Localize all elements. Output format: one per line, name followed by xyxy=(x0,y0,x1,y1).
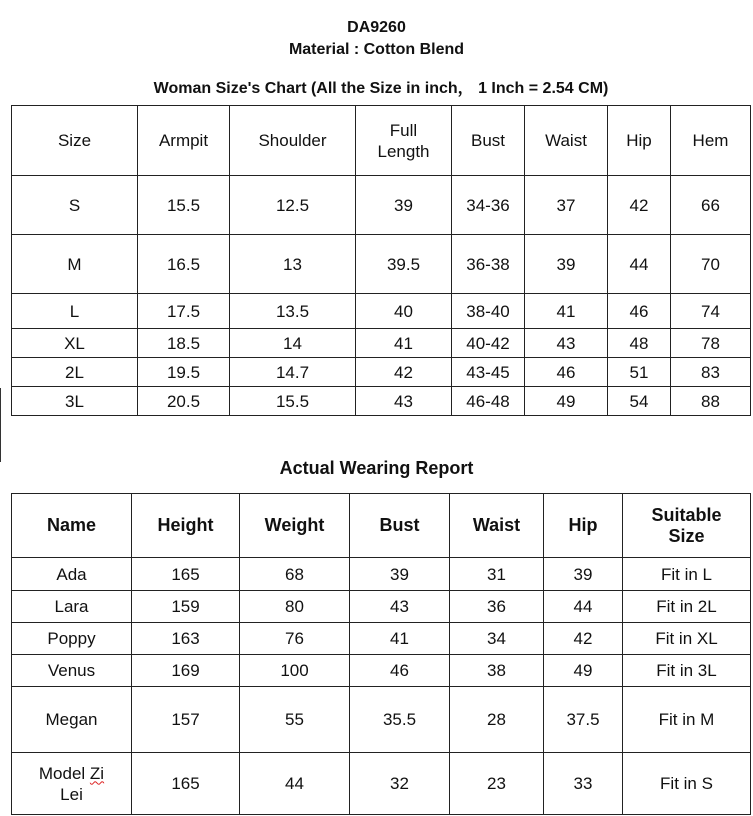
report-value-cell: 34 xyxy=(450,623,544,655)
report-value-cell: 169 xyxy=(132,655,240,687)
report-value-cell: 44 xyxy=(544,591,623,623)
size-value-cell: 88 xyxy=(671,387,751,416)
size-label-cell: S xyxy=(12,176,138,235)
size-value-cell: 13.5 xyxy=(230,294,356,329)
report-name-cell: Lara xyxy=(12,591,132,623)
size-value-cell: 40-42 xyxy=(452,329,525,358)
report-header-row xyxy=(12,494,751,558)
report-name-cell: Poppy xyxy=(12,623,132,655)
report-value-cell: Fit in S xyxy=(623,753,751,815)
size-col-header: Waist xyxy=(525,106,608,176)
report-value-cell: 38 xyxy=(450,655,544,687)
report-value-cell: 157 xyxy=(132,687,240,753)
report-value-cell: 55 xyxy=(240,687,350,753)
report-value-cell: 46 xyxy=(350,655,450,687)
size-row xyxy=(12,387,751,416)
size-value-cell: 83 xyxy=(671,358,751,387)
report-row xyxy=(12,753,751,815)
report-value-cell: 39 xyxy=(350,558,450,591)
size-value-cell: 36-38 xyxy=(452,235,525,294)
report-value-cell: 165 xyxy=(132,558,240,591)
report-row xyxy=(12,591,751,623)
size-value-cell: 54 xyxy=(608,387,671,416)
size-col-header: Size xyxy=(12,106,138,176)
report-row xyxy=(12,623,751,655)
size-value-cell: 12.5 xyxy=(230,176,356,235)
size-label-cell: M xyxy=(12,235,138,294)
size-value-cell: 39 xyxy=(356,176,452,235)
size-chart-table xyxy=(11,105,751,416)
report-value-cell: 28 xyxy=(450,687,544,753)
size-value-cell: 41 xyxy=(356,329,452,358)
report-value-cell: 100 xyxy=(240,655,350,687)
size-value-cell: 19.5 xyxy=(138,358,230,387)
size-value-cell: 46-48 xyxy=(452,387,525,416)
size-chart-title: Woman Size's Chart (All the Size in inch， 1 Inch = 2.54 CM) xyxy=(153,80,609,97)
size-label-cell: 2L xyxy=(12,358,138,387)
product-code: DA9260 xyxy=(347,19,406,36)
report-value-cell: 32 xyxy=(350,753,450,815)
report-row xyxy=(12,558,751,591)
report-value-cell: 43 xyxy=(350,591,450,623)
size-value-cell: 14 xyxy=(230,329,356,358)
report-value-cell: Fit in L xyxy=(623,558,751,591)
report-value-cell: Fit in 2L xyxy=(623,591,751,623)
report-col-header: Name xyxy=(12,494,132,558)
size-col-header: Hip xyxy=(608,106,671,176)
size-value-cell: 74 xyxy=(671,294,751,329)
report-name-cell: Model Zi Lei xyxy=(12,753,132,815)
size-value-cell: 18.5 xyxy=(138,329,230,358)
report-value-cell: 76 xyxy=(240,623,350,655)
size-value-cell: 42 xyxy=(356,358,452,387)
size-value-cell: 46 xyxy=(608,294,671,329)
size-value-cell: 42 xyxy=(608,176,671,235)
size-value-cell: 34-36 xyxy=(452,176,525,235)
report-value-cell: 35.5 xyxy=(350,687,450,753)
report-value-cell: 37.5 xyxy=(544,687,623,753)
report-value-cell: 23 xyxy=(450,753,544,815)
report-col-header: Suitable Size xyxy=(623,494,751,558)
size-value-cell: 49 xyxy=(525,387,608,416)
size-value-cell: 17.5 xyxy=(138,294,230,329)
size-value-cell: 43 xyxy=(356,387,452,416)
size-value-cell: 78 xyxy=(671,329,751,358)
size-value-cell: 39 xyxy=(525,235,608,294)
report-value-cell: 44 xyxy=(240,753,350,815)
size-row xyxy=(12,294,751,329)
report-col-header: Bust xyxy=(350,494,450,558)
size-header-row xyxy=(12,106,751,176)
report-value-cell: 159 xyxy=(132,591,240,623)
report-col-header: Height xyxy=(132,494,240,558)
size-value-cell: 40 xyxy=(356,294,452,329)
wearing-report-table xyxy=(11,493,751,815)
size-value-cell: 70 xyxy=(671,235,751,294)
report-value-cell: 42 xyxy=(544,623,623,655)
size-col-header: Bust xyxy=(452,106,525,176)
size-row xyxy=(12,235,751,294)
size-label-cell: XL xyxy=(12,329,138,358)
report-value-cell: 163 xyxy=(132,623,240,655)
size-value-cell: 66 xyxy=(671,176,751,235)
report-value-cell: 80 xyxy=(240,591,350,623)
report-value-cell: 68 xyxy=(240,558,350,591)
report-value-cell: 41 xyxy=(350,623,450,655)
size-value-cell: 38-40 xyxy=(452,294,525,329)
size-value-cell: 14.7 xyxy=(230,358,356,387)
size-label-cell: L xyxy=(12,294,138,329)
report-row xyxy=(12,687,751,753)
report-title: Actual Wearing Report xyxy=(279,458,474,478)
report-value-cell: 36 xyxy=(450,591,544,623)
report-name-cell: Megan xyxy=(12,687,132,753)
size-col-header: Armpit xyxy=(138,106,230,176)
size-value-cell: 15.5 xyxy=(138,176,230,235)
report-value-cell: Fit in 3L xyxy=(623,655,751,687)
report-col-header: Hip xyxy=(544,494,623,558)
size-col-header: Hem xyxy=(671,106,751,176)
size-value-cell: 37 xyxy=(525,176,608,235)
edge-line xyxy=(0,388,1,462)
size-value-cell: 43-45 xyxy=(452,358,525,387)
size-label-cell: 3L xyxy=(12,387,138,416)
size-value-cell: 44 xyxy=(608,235,671,294)
report-value-cell: 33 xyxy=(544,753,623,815)
size-col-header: Full Length xyxy=(356,106,452,176)
size-value-cell: 39.5 xyxy=(356,235,452,294)
size-row xyxy=(12,176,751,235)
report-value-cell: 39 xyxy=(544,558,623,591)
size-value-cell: 43 xyxy=(525,329,608,358)
size-value-cell: 48 xyxy=(608,329,671,358)
size-value-cell: 20.5 xyxy=(138,387,230,416)
size-row xyxy=(12,358,751,387)
report-value-cell: Fit in M xyxy=(623,687,751,753)
size-col-header: Shoulder xyxy=(230,106,356,176)
report-name-cell: Venus xyxy=(12,655,132,687)
size-row xyxy=(12,329,751,358)
report-value-cell: Fit in XL xyxy=(623,623,751,655)
size-value-cell: 41 xyxy=(525,294,608,329)
size-value-cell: 51 xyxy=(608,358,671,387)
report-row xyxy=(12,655,751,687)
report-value-cell: 165 xyxy=(132,753,240,815)
size-value-cell: 15.5 xyxy=(230,387,356,416)
report-col-header: Waist xyxy=(450,494,544,558)
report-col-header: Weight xyxy=(240,494,350,558)
report-name-cell: Ada xyxy=(12,558,132,591)
size-value-cell: 16.5 xyxy=(138,235,230,294)
size-value-cell: 13 xyxy=(230,235,356,294)
material-line: Material : Cotton Blend xyxy=(288,41,465,58)
report-value-cell: 49 xyxy=(544,655,623,687)
size-value-cell: 46 xyxy=(525,358,608,387)
report-value-cell: 31 xyxy=(450,558,544,591)
